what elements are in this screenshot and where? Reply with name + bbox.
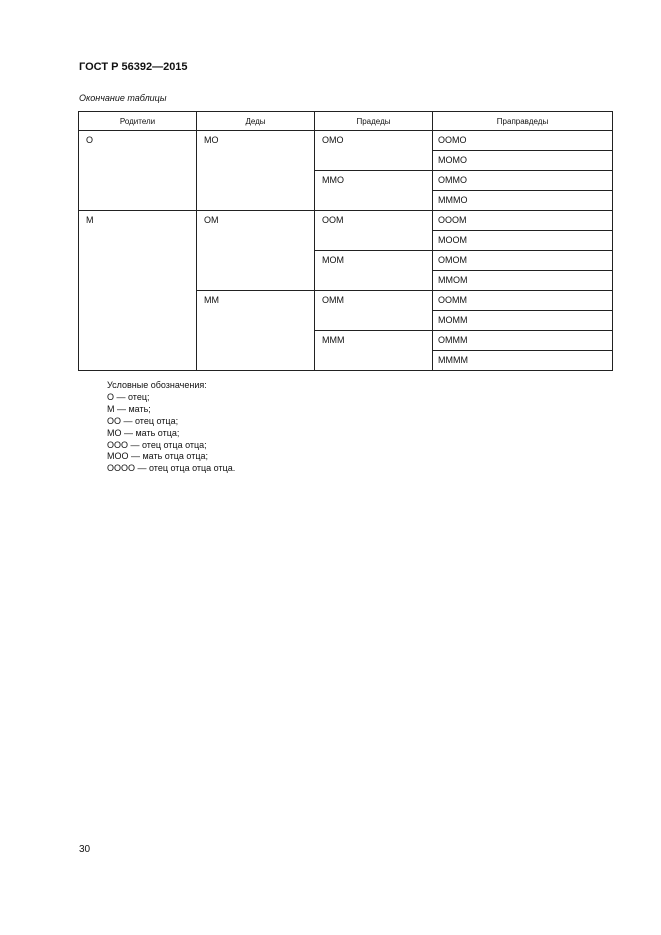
grandparent-cell: ММ bbox=[197, 291, 315, 371]
great-great-grandparent-cell: МОММ bbox=[433, 311, 613, 331]
great-great-grandparent-cell: ОМММ bbox=[433, 331, 613, 351]
parent-cell: М bbox=[79, 211, 197, 371]
legend-item: ОООО — отец отца отца отца. bbox=[107, 463, 236, 474]
great-great-grandparent-cell: МООМ bbox=[433, 231, 613, 251]
great-great-grandparent-cell: ММОМ bbox=[433, 271, 613, 291]
legend-item: МОО — мать отца отца; bbox=[107, 451, 208, 462]
legend-title: Условные обозначения: bbox=[107, 380, 207, 390]
table-caption: Окончание таблицы bbox=[79, 93, 167, 103]
great-grandparent-cell: ММО bbox=[315, 171, 433, 211]
page-number: 30 bbox=[79, 844, 91, 855]
great-great-grandparent-cell: МОМО bbox=[433, 151, 613, 171]
header-grandparents: Деды bbox=[197, 112, 315, 131]
legend-item: О — отец; bbox=[107, 391, 150, 402]
great-grandparent-cell: МОМ bbox=[315, 251, 433, 291]
great-great-grandparent-cell: ММММ bbox=[433, 351, 613, 371]
great-grandparent-cell: ОММ bbox=[315, 291, 433, 331]
grandparent-cell: ОМ bbox=[197, 211, 315, 291]
great-great-grandparent-cell: ООММ bbox=[433, 291, 613, 311]
great-grandparent-cell: ОМО bbox=[315, 131, 433, 171]
parent-cell: О bbox=[79, 131, 197, 211]
table-row bbox=[79, 131, 613, 151]
legend-item: ОО — отец отца; bbox=[107, 415, 179, 426]
legend-item: МО — мать отца; bbox=[107, 427, 180, 438]
great-great-grandparent-cell: ОМОМ bbox=[433, 251, 613, 271]
great-great-grandparent-cell: ООМО bbox=[433, 131, 613, 151]
legend bbox=[107, 380, 235, 475]
genealogy-table bbox=[78, 111, 613, 371]
header-great-grandparents: Прадеды bbox=[315, 112, 433, 131]
great-great-grandparent-cell: ОООМ bbox=[433, 211, 613, 231]
legend-item: ООО — отец отца отца; bbox=[107, 439, 207, 450]
great-great-grandparent-cell: ОММО bbox=[433, 171, 613, 191]
table-row bbox=[79, 211, 613, 231]
header-great-great-grandparents: Праправдеды bbox=[433, 112, 613, 131]
great-great-grandparent-cell: МММО bbox=[433, 191, 613, 211]
great-grandparent-cell: ООМ bbox=[315, 211, 433, 251]
header-parents: Родители bbox=[79, 112, 197, 131]
legend-item: М — мать; bbox=[107, 403, 151, 414]
grandparent-cell: МО bbox=[197, 131, 315, 211]
table-header-row bbox=[79, 112, 613, 131]
document-header: ГОСТ Р 56392—2015 bbox=[79, 61, 188, 73]
great-grandparent-cell: МММ bbox=[315, 331, 433, 371]
